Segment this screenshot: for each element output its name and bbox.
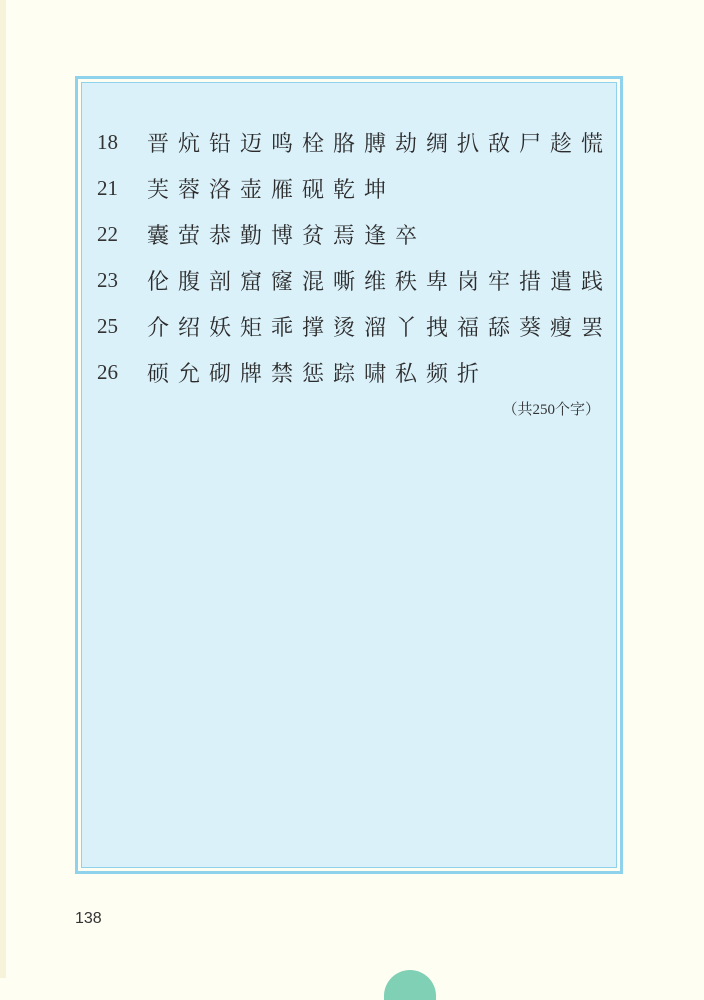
lesson-row-18 — [97, 119, 617, 165]
character-rows — [97, 119, 617, 395]
lesson-number: 23 — [97, 267, 118, 292]
lesson-characters: 介绍妖矩乖撑烫溜丫拽福舔葵瘦罢 — [147, 315, 613, 341]
lesson-characters: 芙蓉洛壶雁砚乾坤 — [147, 177, 396, 203]
lesson-number: 25 — [97, 313, 118, 338]
lesson-characters: 硕允砌牌禁惩踪啸私频折 — [147, 361, 489, 387]
page-number: 138 — [75, 910, 102, 927]
lesson-number: 26 — [97, 359, 118, 384]
lesson-row-23 — [97, 257, 617, 303]
lesson-row-22 — [97, 211, 617, 257]
lesson-row-25 — [97, 303, 617, 349]
total-character-count: （共250个字） — [502, 402, 600, 418]
lesson-characters: 伦腹剖窟窿混嘶维秩卑岗牢措遣践 — [147, 269, 613, 295]
lesson-row-21 — [97, 165, 617, 211]
page-tab-decoration — [384, 970, 436, 1000]
lesson-number: 18 — [97, 129, 118, 154]
lesson-row-26 — [97, 349, 617, 395]
lesson-number: 21 — [97, 175, 118, 200]
character-table-frame — [75, 76, 623, 874]
lesson-characters: 囊萤恭勤博贫焉逢卒 — [147, 223, 427, 249]
page-edge — [0, 0, 6, 978]
character-table-panel — [81, 82, 617, 868]
lesson-number: 22 — [97, 221, 118, 246]
lesson-characters: 晋炕铅迈鸣栓胳膊劫绸扒敌尸趁慌 — [147, 131, 613, 157]
